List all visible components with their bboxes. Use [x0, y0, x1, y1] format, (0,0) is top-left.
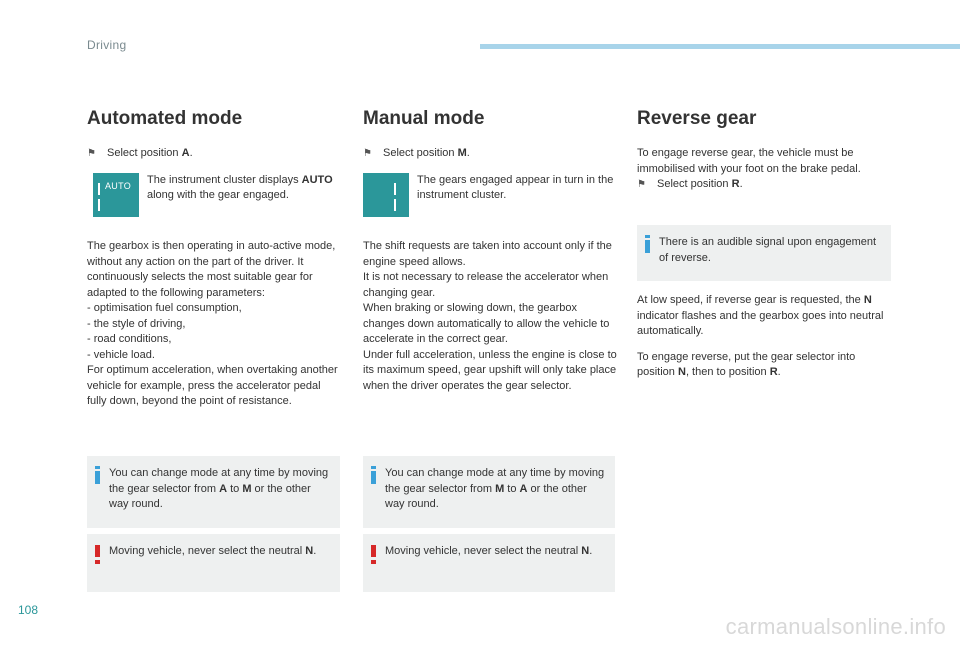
para-text: To engage reverse, put the gear selector into position — [637, 350, 856, 378]
warning-icon — [371, 545, 376, 563]
section-header: Driving — [87, 38, 127, 52]
reverse-step — [637, 177, 891, 192]
auto-indicator-icon — [93, 173, 139, 217]
para-text: indicator flashes and the gearbox goes into neutral automatically. — [637, 309, 884, 337]
automated-step — [87, 146, 341, 161]
para-bold: N — [677, 366, 686, 378]
manual-indicator-row — [363, 173, 617, 217]
warning-end: . — [589, 545, 593, 557]
automated-indicator-text — [147, 173, 341, 217]
automated-paragraph-2: For optimum acceleration, when overtaking another vehicle for example, press the accelerator pedal fully down, beyond the point of resistance. — [87, 364, 338, 407]
step-position: A — [181, 147, 190, 159]
note-text: You can change mode at any time by moving the gear selector from — [385, 467, 605, 495]
para-bold: N — [863, 294, 872, 306]
indicator-text-post: along with the gear engaged. — [147, 189, 289, 201]
manual-mode-title: Manual mode — [363, 108, 485, 129]
flag-icon: ⚑ — [363, 148, 372, 159]
automated-info-note — [87, 456, 340, 528]
note-text: or the other way round. — [109, 482, 311, 510]
manual-warning-note — [363, 534, 615, 592]
indicator-label: AUTO — [105, 181, 132, 191]
manual-indicator-text: The gears engaged appear in turn in the instrument cluster. — [417, 174, 614, 201]
warning-text: Moving vehicle, never select the neutral — [385, 545, 582, 557]
indicator-bar — [98, 199, 100, 211]
indicator-text-pre: The instrument cluster displays — [147, 174, 302, 186]
warning-note-text — [385, 544, 607, 560]
indicator-bar — [394, 183, 396, 195]
step-end: . — [466, 147, 470, 159]
warning-bold: N — [581, 545, 590, 557]
warning-note-text — [109, 544, 332, 560]
step-end: . — [189, 147, 193, 159]
automated-list-item: - vehicle load. — [87, 348, 155, 361]
reverse-paragraph-1 — [637, 293, 891, 340]
reverse-gear-section — [637, 108, 891, 192]
warning-text: Moving vehicle, never select the neutral — [109, 545, 306, 557]
header-bar — [480, 44, 960, 49]
info-note-text — [109, 466, 332, 513]
indicator-bar — [98, 183, 100, 195]
step-end: . — [739, 178, 743, 190]
indicator-text-bold: AUTO — [301, 174, 333, 186]
warning-icon — [95, 545, 100, 563]
manual-indicator-icon — [363, 173, 409, 217]
step-text: Select position — [107, 147, 182, 159]
note-text: You can change mode at any time by moving the gear selector from — [109, 467, 329, 495]
reverse-gear-title: Reverse gear — [637, 108, 757, 129]
automated-list-item: - optimisation fuel consumption, — [87, 302, 242, 314]
reverse-info-note — [637, 225, 891, 281]
automated-list-item: - road conditions, — [87, 333, 172, 345]
automated-indicator-row — [93, 173, 341, 217]
step-text: Select position — [657, 178, 732, 190]
manual-info-note — [363, 456, 615, 528]
para-text: , then to position — [685, 366, 770, 378]
warning-end: . — [313, 545, 317, 557]
note-bold: M — [495, 482, 505, 495]
manual-step — [363, 146, 617, 161]
note-bold: A — [219, 482, 228, 495]
note-text: to — [227, 482, 243, 495]
manual-paragraph: The shift requests are taken into account only if the engine speed allows. It is not necessary to release the accelerator when changing gear. When braking or slowing down, the gearbox changes down automatically to allow the vehicle to accelerate in the correct gear. Under full acceleration, unless the engine is close to its maximum speed, gear upshift will only take place when the driver operates the gear selector. — [363, 240, 617, 392]
watermark: carmanualsonline.info — [725, 614, 946, 639]
para-text: . — [777, 366, 781, 378]
info-icon — [645, 235, 650, 253]
automated-paragraph-1: The gearbox is then operating in auto-active mode, without any action on the part of the driver. It continuously selects the most suitable gear for adapted to the following parameters: — [87, 240, 336, 299]
reverse-intro: To engage reverse gear, the vehicle must be immobilised with your foot on the brake pedal. — [637, 147, 861, 175]
reverse-info-text: There is an audible signal upon engagement of reverse. — [659, 236, 877, 264]
automated-mode-title: Automated mode — [87, 108, 243, 129]
indicator-bar — [394, 199, 396, 211]
flag-icon: ⚑ — [87, 148, 96, 159]
step-text: Select position — [383, 147, 458, 159]
warning-bold: N — [305, 545, 314, 557]
note-bold: M — [242, 482, 252, 495]
note-bold: A — [519, 482, 528, 495]
note-text: to — [504, 482, 520, 495]
reverse-body — [637, 293, 891, 381]
info-icon — [371, 466, 376, 484]
step-position: M — [457, 147, 467, 159]
info-note-text — [385, 466, 607, 513]
note-text: or the other way round. — [385, 482, 587, 510]
automated-mode-section — [87, 108, 341, 410]
page-number: 108 — [18, 603, 39, 617]
reverse-paragraph-2 — [637, 350, 891, 381]
para-text: At low speed, if reverse gear is requested, the — [637, 294, 864, 306]
flag-icon: ⚑ — [637, 179, 646, 190]
automated-list-item: - the style of driving, — [87, 317, 186, 330]
info-icon — [95, 466, 100, 484]
step-position: R — [731, 178, 740, 190]
para-bold: R — [769, 366, 778, 378]
automated-warning-note — [87, 534, 340, 592]
manual-mode-section — [363, 108, 617, 394]
